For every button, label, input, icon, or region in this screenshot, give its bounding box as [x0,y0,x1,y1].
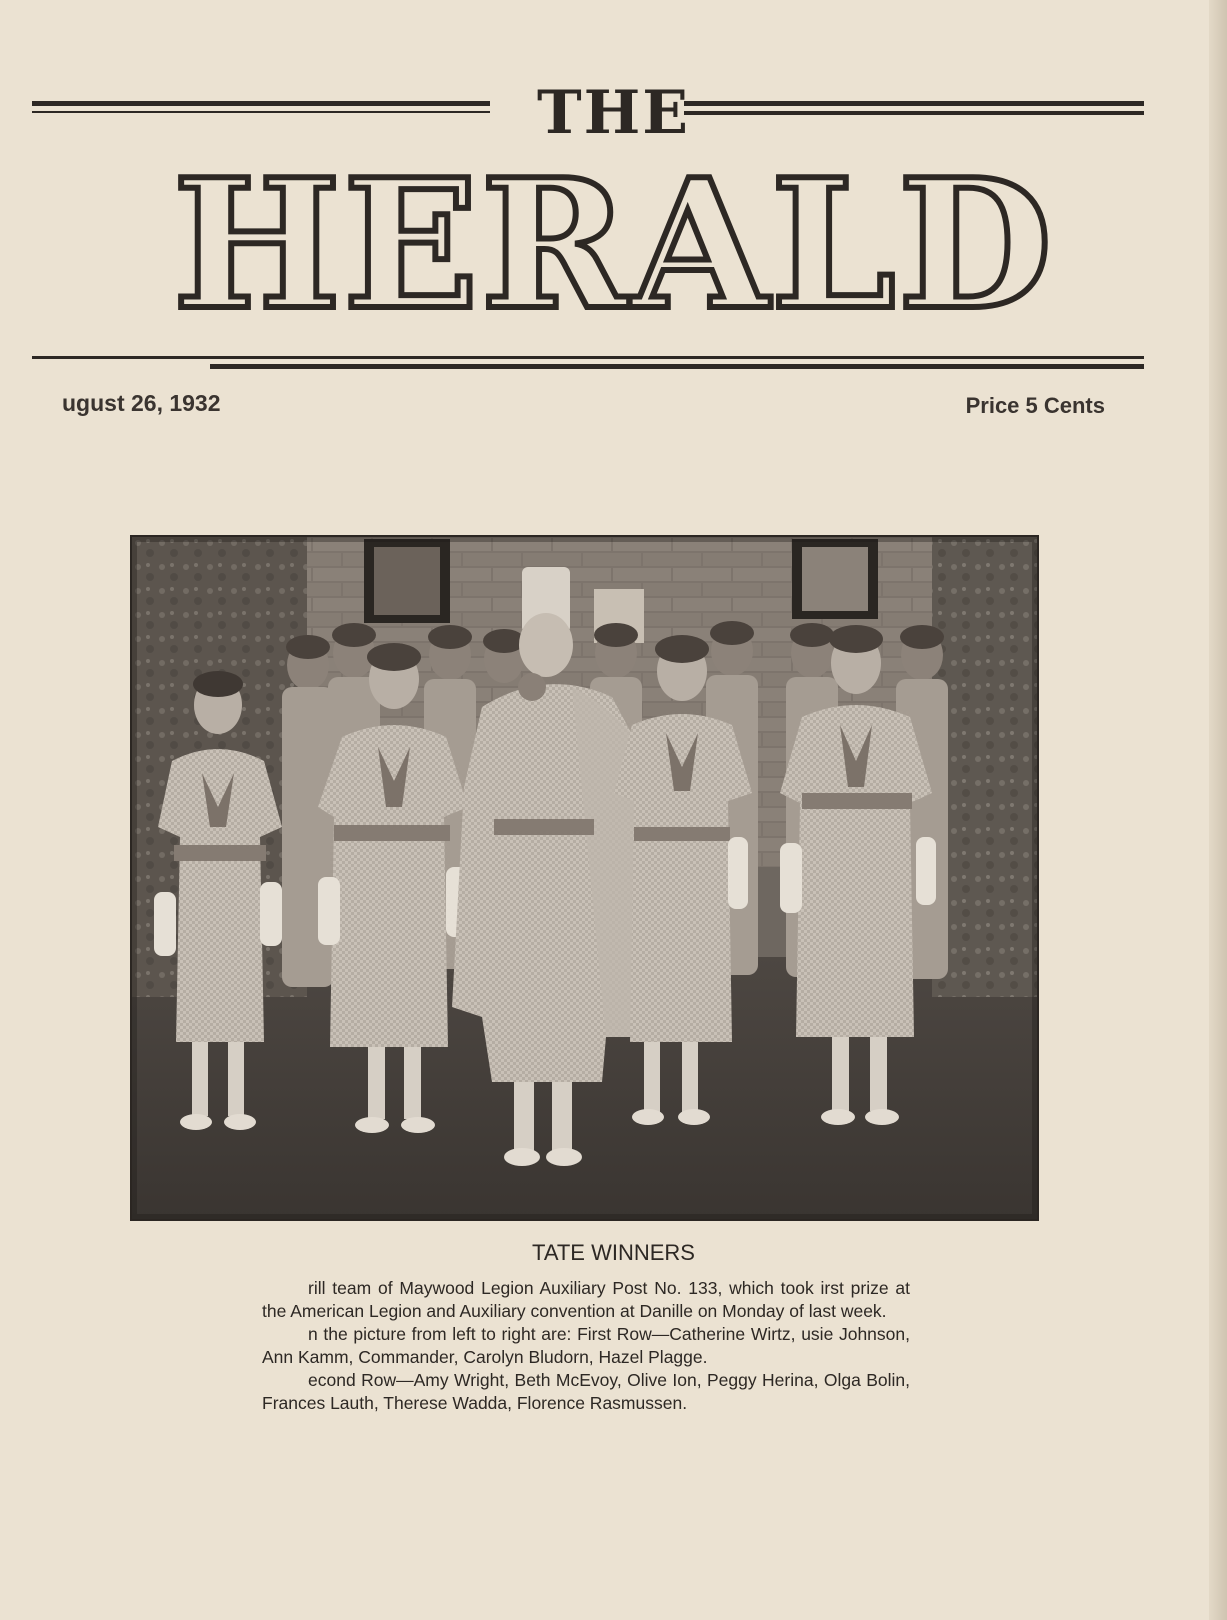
masthead-rule-bottom [32,356,1144,359]
photo-caption-body [262,1277,910,1415]
issue-price: Price 5 Cents [965,393,1105,418]
caption-paragraph: n the picture from left to right are: First Row—Catherine Wirtz, usie Johnson, Ann Kamm, Commander, Carolyn Bludorn, Hazel Plagge. [262,1324,910,1367]
drill-team-photo [130,535,1039,1221]
caption-paragraph: rill team of Maywood Legion Auxiliary Post No. 133, which took irst prize at the American Legion and Auxiliary convention at Danille on Monday of last week. [262,1278,910,1321]
masthead-the: THE [536,78,691,148]
caption-paragraph: econd Row—Amy Wright, Beth McEvoy, Olive Ion, Peggy Herina, Olga Bolin, Frances Lauth, Therese Wadda, Florence Rasmussen. [262,1370,910,1413]
issue-date: ugust 26, 1932 [62,390,221,416]
masthead-title: HERALD [172,140,1055,349]
masthead-rule-bottom-thick [210,364,1144,369]
photo-caption-heading: TATE WINNERS [532,1240,695,1265]
